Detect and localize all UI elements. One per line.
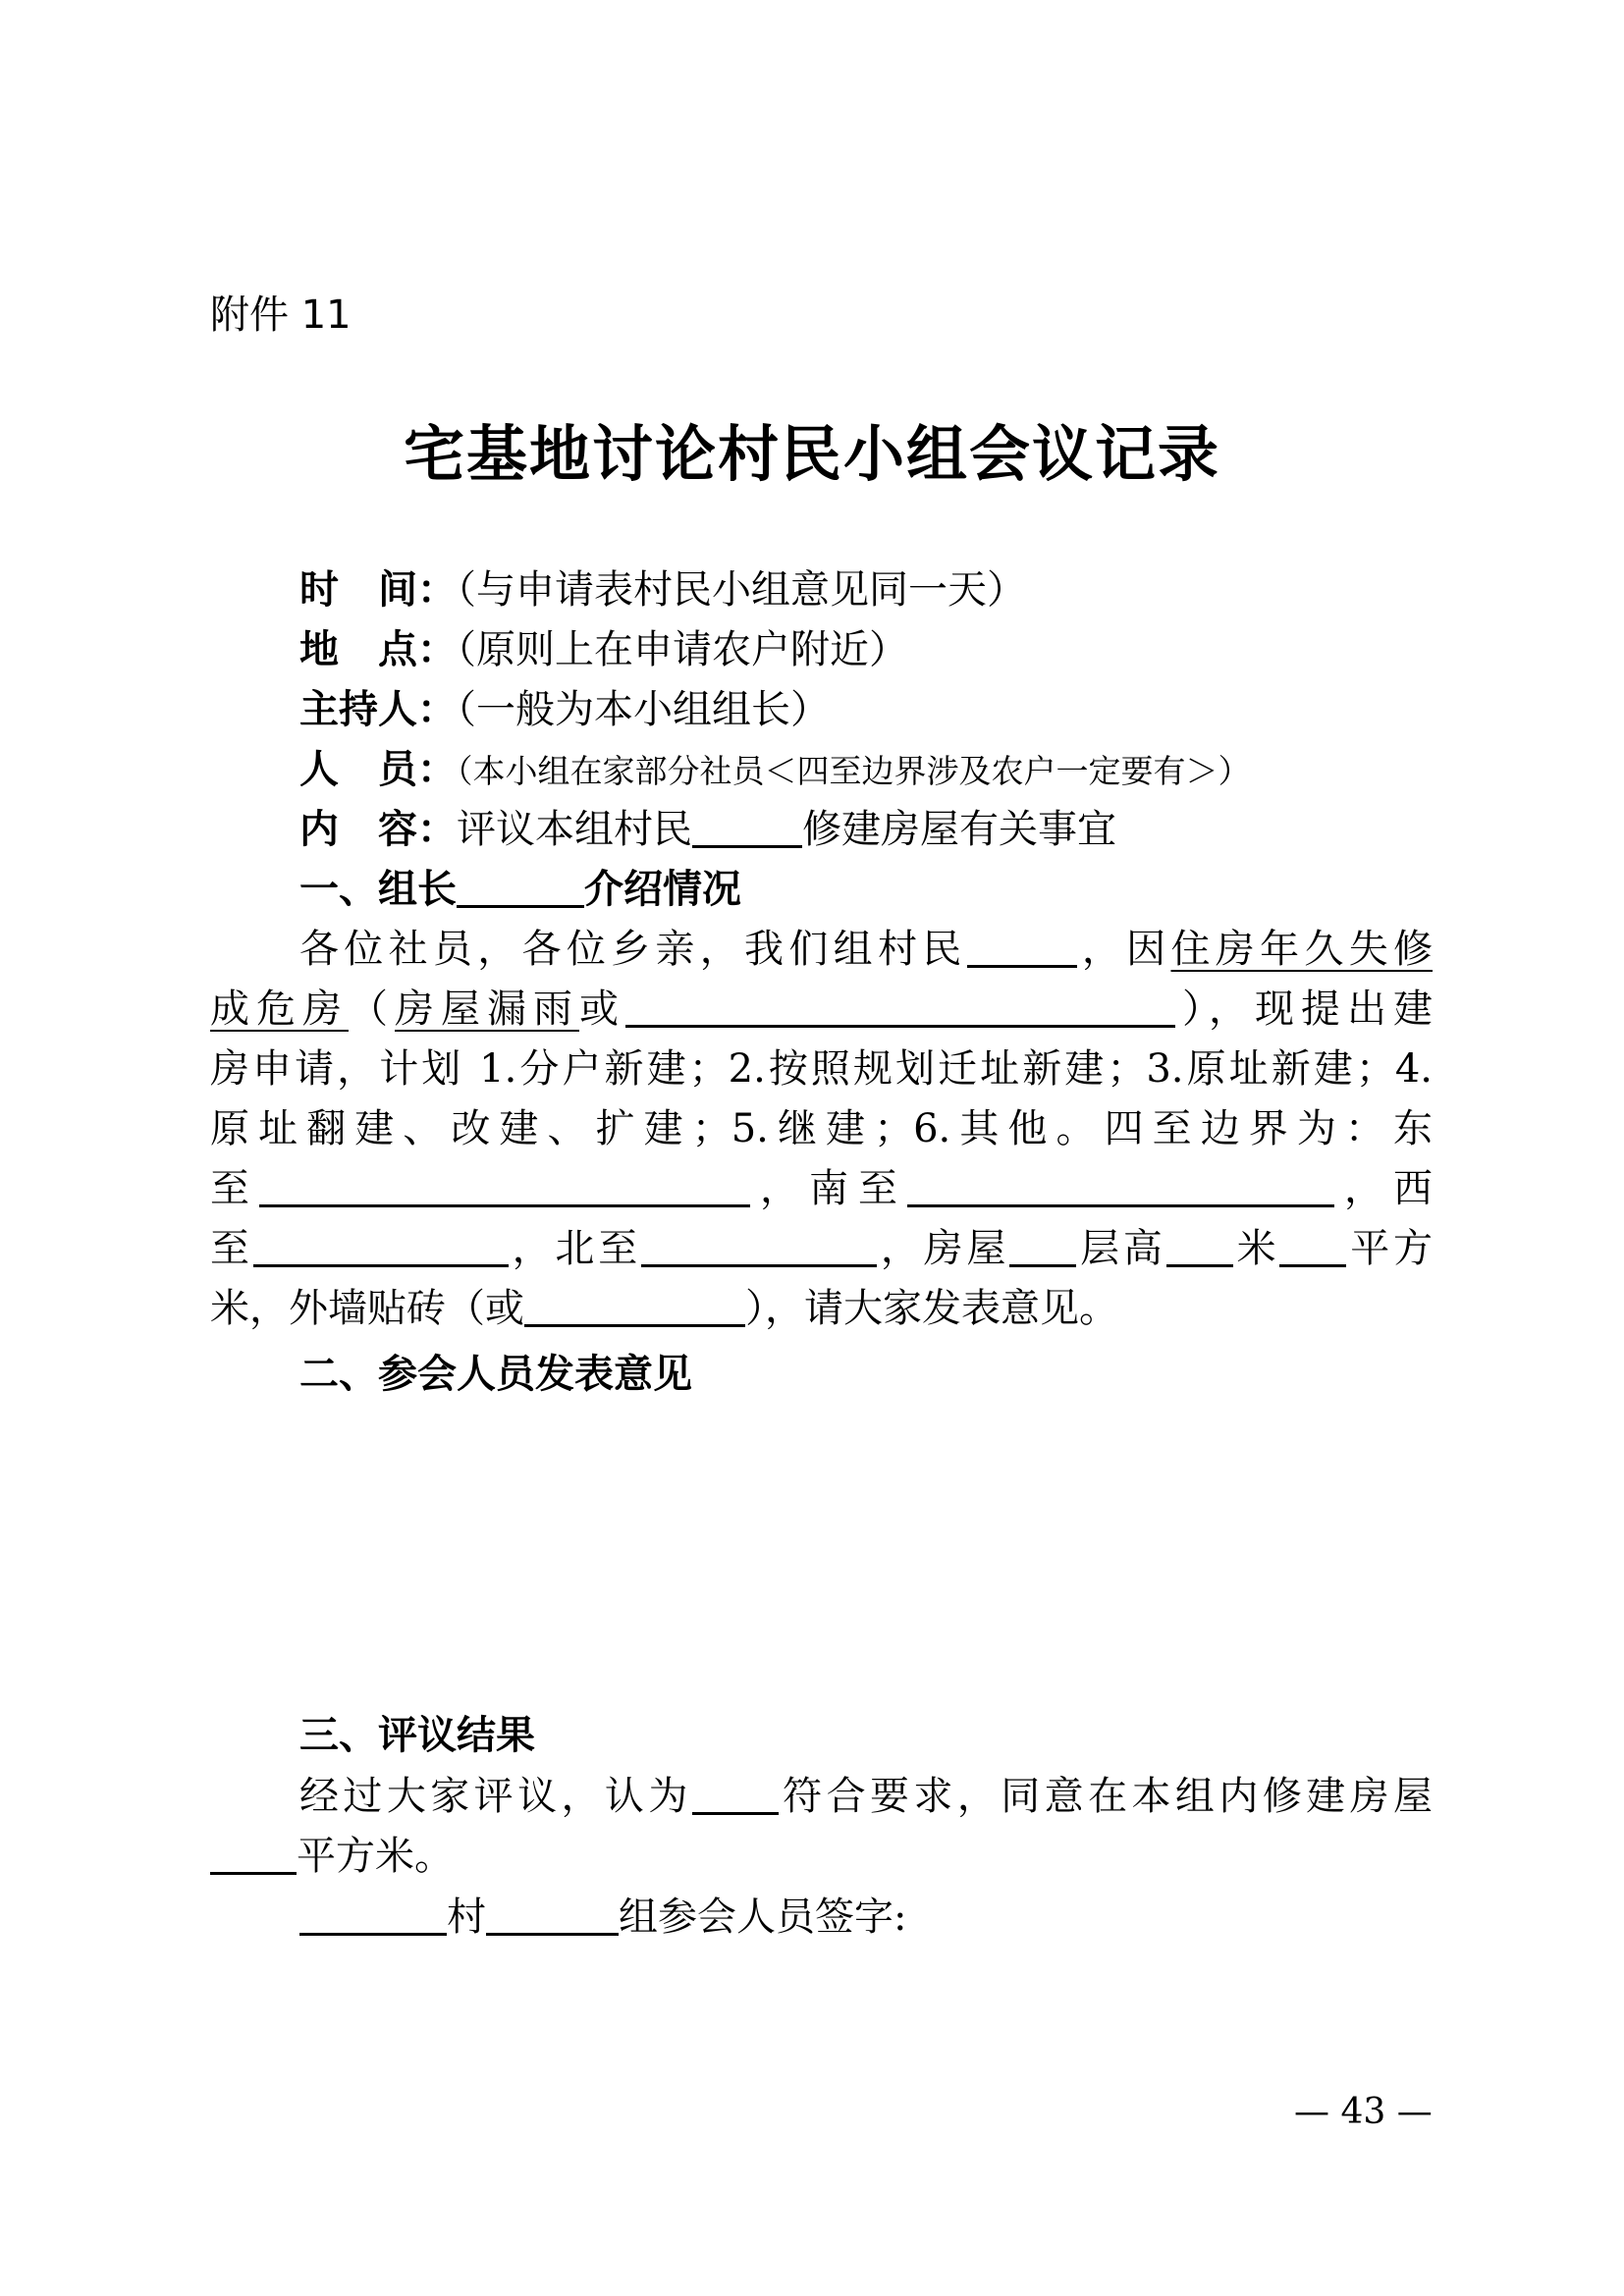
- field-members-value: （本小组在家部分社员＜四至边界涉及农户一定要有＞）: [457, 752, 1251, 790]
- para-line-1: [210, 920, 1433, 980]
- para-text: 符合要求，同意在本组内修建房屋: [778, 1774, 1433, 1819]
- other-reason-blank[interactable]: [625, 986, 1175, 1028]
- para-text: （: [349, 987, 395, 1032]
- para-text: ），现提出建: [1175, 987, 1433, 1032]
- para-text: ），请大家发表意见。: [745, 1286, 1118, 1331]
- para-text: ，北至: [508, 1226, 642, 1271]
- para-underlined-text: 房屋漏雨: [395, 987, 579, 1032]
- area-blank[interactable]: [1279, 1225, 1346, 1267]
- section1-paragraph: [210, 920, 1433, 1339]
- field-host: [299, 682, 830, 737]
- para-line-3: 房申请，计划 1.分户新建；2.按照规划迁址新建；3.原址新建；4.: [210, 1046, 1433, 1092]
- para-line-6: [210, 1219, 1433, 1279]
- field-place: [299, 622, 908, 677]
- para-text: 米，外墙贴砖（或: [210, 1286, 524, 1331]
- field-time: [299, 562, 1026, 617]
- para-line-7: [210, 1279, 1433, 1339]
- para-text: 各位社员，各位乡亲，我们组村民: [299, 927, 967, 972]
- para-text: 或: [579, 987, 625, 1032]
- para-text: 平方: [1346, 1226, 1433, 1271]
- para-text: 层高: [1076, 1226, 1166, 1271]
- village-name-blank[interactable]: [299, 1894, 447, 1936]
- field-host-label: 主持人：: [299, 687, 457, 732]
- leader-name-blank[interactable]: [457, 866, 584, 908]
- section1-heading-after: 介绍情况: [584, 867, 741, 912]
- east-boundary-blank[interactable]: [259, 1165, 750, 1207]
- section2-heading: 二、参会人员发表意见: [299, 1352, 692, 1397]
- para-text: ，西: [1334, 1166, 1433, 1211]
- field-content-value-before: 评议本组村民: [457, 807, 692, 852]
- section3-paragraph: [210, 1767, 1433, 1887]
- page-title: 宅基地讨论村民小组会议记录: [403, 418, 1220, 490]
- page-number: — 43 —: [1294, 2092, 1433, 2132]
- north-boundary-blank[interactable]: [641, 1225, 877, 1267]
- field-place-label: 地 点：: [299, 627, 457, 672]
- height-blank[interactable]: [1166, 1225, 1233, 1267]
- field-members-label: 人 员：: [299, 747, 457, 792]
- para-text: 平方米。: [297, 1834, 454, 1879]
- para-text: 组参会人员签字:: [619, 1895, 907, 1940]
- para-line-5: [210, 1159, 1433, 1219]
- applicant-result-blank[interactable]: [692, 1773, 779, 1815]
- para-text: ，南至: [750, 1166, 907, 1211]
- attachment-label: 附件 11: [210, 293, 352, 338]
- para-underlined-text: 成危房: [210, 987, 349, 1032]
- para-text: 米: [1232, 1226, 1280, 1271]
- field-content-value-after: 修建房屋有关事宜: [802, 807, 1116, 852]
- opinions-area[interactable]: [210, 1404, 1433, 1698]
- section1-heading-before: 一、组长: [299, 867, 457, 912]
- section3-heading: 三、评议结果: [299, 1713, 535, 1758]
- floors-blank[interactable]: [1009, 1225, 1076, 1267]
- field-content: [299, 802, 1116, 857]
- para-underlined-text: 住房年久失修: [1170, 927, 1434, 972]
- field-host-value: （一般为本小组组长）: [457, 687, 830, 732]
- para-line-4: 原址翻建、改建、扩建；5.继建；6.其他。四至边界为：东: [210, 1106, 1433, 1151]
- south-boundary-blank[interactable]: [907, 1165, 1334, 1207]
- result-line-2: [210, 1827, 1433, 1887]
- para-text: 至: [210, 1226, 253, 1271]
- approved-area-blank[interactable]: [210, 1833, 297, 1875]
- field-content-label: 内 容：: [299, 807, 457, 852]
- applicant-name-blank[interactable]: [967, 926, 1077, 968]
- villager-name-blank[interactable]: [692, 806, 802, 848]
- field-members: [299, 742, 1251, 799]
- wall-finish-blank[interactable]: [524, 1285, 745, 1327]
- group-name-blank[interactable]: [486, 1894, 619, 1936]
- west-boundary-blank[interactable]: [253, 1225, 509, 1267]
- result-line-1: [210, 1767, 1433, 1827]
- para-text: 村: [447, 1895, 486, 1940]
- field-time-label: 时 间：: [299, 567, 457, 613]
- section1-heading: [299, 862, 741, 917]
- para-line-2: [210, 980, 1433, 1040]
- field-place-value: （原则上在申请农户附近）: [457, 627, 908, 672]
- para-text: 至: [210, 1166, 259, 1211]
- para-text: ，房屋: [877, 1226, 1010, 1271]
- para-text: 经过大家评议，认为: [299, 1774, 692, 1819]
- field-time-value: （与申请表村民小组意见同一天）: [457, 567, 1026, 613]
- signature-line: [299, 1890, 906, 1945]
- para-text: ，因: [1076, 927, 1171, 972]
